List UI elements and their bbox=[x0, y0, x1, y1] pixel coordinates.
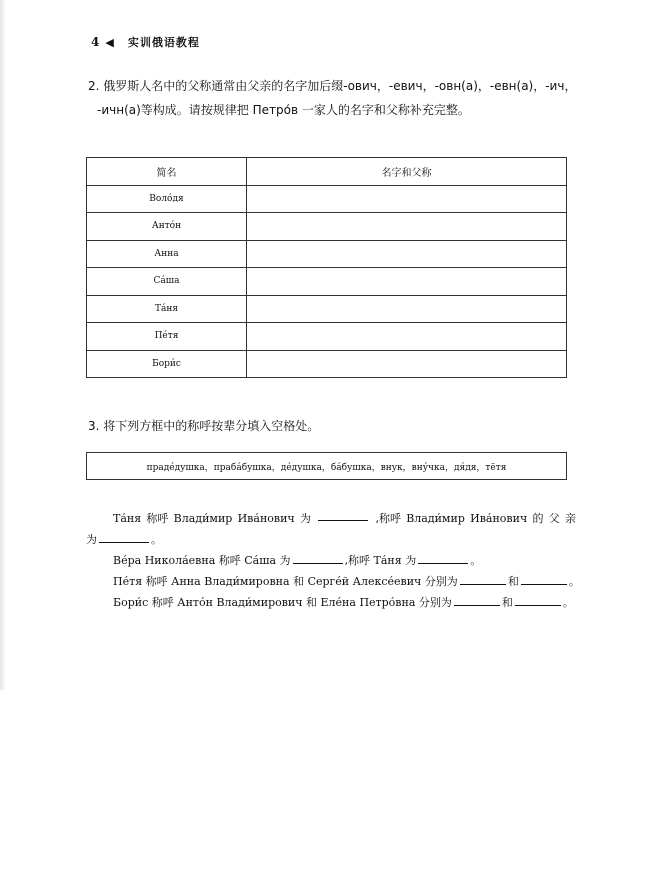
answer-blank[interactable] bbox=[418, 551, 468, 564]
person-full-name: Еле́на Петро́вна bbox=[320, 596, 416, 609]
person-full-name: Анто́н Влади́мирович bbox=[177, 596, 303, 609]
call-text: 称呼 bbox=[145, 575, 168, 588]
answer-blank[interactable] bbox=[454, 593, 500, 606]
kinship-word-box: праде́душка，праба́бушка，де́душка，ба́бушка，внук，вну́чка，дя́дя，тётя bbox=[86, 452, 567, 480]
and-text: 和 bbox=[293, 575, 305, 588]
person-name: Пе́тя bbox=[113, 575, 143, 588]
task-2-instructions bbox=[88, 74, 578, 122]
person-name: Та́ня bbox=[113, 512, 142, 525]
and-text: 和 bbox=[501, 596, 513, 609]
person-patronymic: Ива́нович bbox=[470, 512, 528, 525]
exercise-4 bbox=[86, 592, 576, 613]
exercise-1-line-1 bbox=[86, 508, 576, 529]
fill-in-exercises bbox=[86, 508, 580, 613]
short-name-cell: Пе́тя bbox=[87, 323, 247, 351]
table-row bbox=[87, 295, 567, 323]
book-title: 实训俄语教程 bbox=[127, 36, 200, 49]
task-2-line-1: 2. 俄罗斯人名中的父称通常由父亲的名字加后缀-ович，-евич，-овн(а)，-евн(а)，-ич， bbox=[88, 79, 577, 93]
full-name-answer-cell[interactable] bbox=[247, 240, 567, 268]
short-name-header: 简名 bbox=[87, 158, 247, 186]
table-row bbox=[87, 350, 567, 378]
exercise-3 bbox=[86, 571, 580, 592]
table-header-row bbox=[87, 158, 567, 186]
full-name-answer-cell[interactable] bbox=[247, 213, 567, 241]
short-name-cell: Та́ня bbox=[87, 295, 247, 323]
exercise-2 bbox=[86, 550, 576, 571]
table-row bbox=[87, 323, 567, 351]
period: 。 bbox=[568, 575, 580, 588]
as-text: 为 bbox=[405, 554, 417, 567]
full-name-answer-cell[interactable] bbox=[247, 350, 567, 378]
full-name-answer-cell[interactable] bbox=[247, 323, 567, 351]
person-name: Са́ша bbox=[244, 554, 277, 567]
page-header bbox=[91, 34, 200, 50]
period: 。 bbox=[562, 596, 574, 609]
full-name-answer-cell[interactable] bbox=[247, 268, 567, 296]
answer-blank[interactable] bbox=[318, 508, 368, 521]
answer-blank[interactable] bbox=[521, 572, 567, 585]
short-name-cell: Анна bbox=[87, 240, 247, 268]
as-text: 为 bbox=[86, 533, 97, 546]
call-text: 称呼 bbox=[146, 512, 169, 525]
person-full-name: Серге́й Алексе́евич bbox=[307, 575, 422, 588]
respectively-text: 分别为 bbox=[424, 575, 458, 588]
names-table bbox=[86, 157, 567, 378]
call-text: ,称呼 bbox=[375, 512, 401, 525]
task-3-title: 3. 将下列方框中的称呼按辈分填入空格处。 bbox=[88, 419, 320, 433]
short-name-cell: Анто́н bbox=[87, 213, 247, 241]
person-name: Та́ня bbox=[373, 554, 402, 567]
relative-char: 亲 bbox=[564, 512, 576, 525]
table-row bbox=[87, 213, 567, 241]
call-text: 称呼 bbox=[151, 596, 174, 609]
short-name-cell: Бори́с bbox=[87, 350, 247, 378]
full-name-answer-cell[interactable] bbox=[247, 295, 567, 323]
short-name-cell: Воло́дя bbox=[87, 185, 247, 213]
person-name: Ве́ра Никола́евна bbox=[113, 554, 216, 567]
person-name: Влади́мир bbox=[406, 512, 465, 525]
period: 。 bbox=[470, 554, 482, 567]
person-full-name: Анна Влади́мировна bbox=[171, 575, 290, 588]
table-row bbox=[87, 185, 567, 213]
person-patronymic: Ива́нович bbox=[237, 512, 295, 525]
person-name: Бори́с bbox=[113, 596, 149, 609]
page-number: 4 bbox=[91, 35, 100, 49]
answer-blank[interactable] bbox=[99, 530, 149, 543]
page-edge-shadow bbox=[0, 0, 6, 690]
as-text: 为 bbox=[279, 554, 291, 567]
answer-blank[interactable] bbox=[293, 551, 343, 564]
page-marker-icon: ◀ bbox=[105, 35, 114, 49]
exercise-1-line-2 bbox=[86, 529, 576, 550]
short-name-cell: Са́ша bbox=[87, 268, 247, 296]
task-2-line-2: -ичн(а)等构成。请按规律把 Петро́в 一家人的名字和父称补充完整。 bbox=[97, 103, 470, 117]
answer-blank[interactable] bbox=[515, 593, 561, 606]
as-text: 为 bbox=[299, 512, 311, 525]
respectively-text: 分别为 bbox=[418, 596, 452, 609]
table-row bbox=[87, 240, 567, 268]
period: 。 bbox=[151, 533, 162, 546]
father-char: 父 bbox=[548, 512, 560, 525]
person-name: Влади́мир bbox=[173, 512, 233, 525]
call-text: 称呼 bbox=[218, 554, 241, 567]
full-name-answer-cell[interactable] bbox=[247, 185, 567, 213]
of-text: 的 bbox=[532, 512, 544, 525]
and-text: 和 bbox=[306, 596, 318, 609]
full-name-header: 名字和父称 bbox=[247, 158, 567, 186]
call-text: ,称呼 bbox=[344, 554, 371, 567]
and-text: 和 bbox=[507, 575, 519, 588]
answer-blank[interactable] bbox=[460, 572, 506, 585]
table-row bbox=[87, 268, 567, 296]
